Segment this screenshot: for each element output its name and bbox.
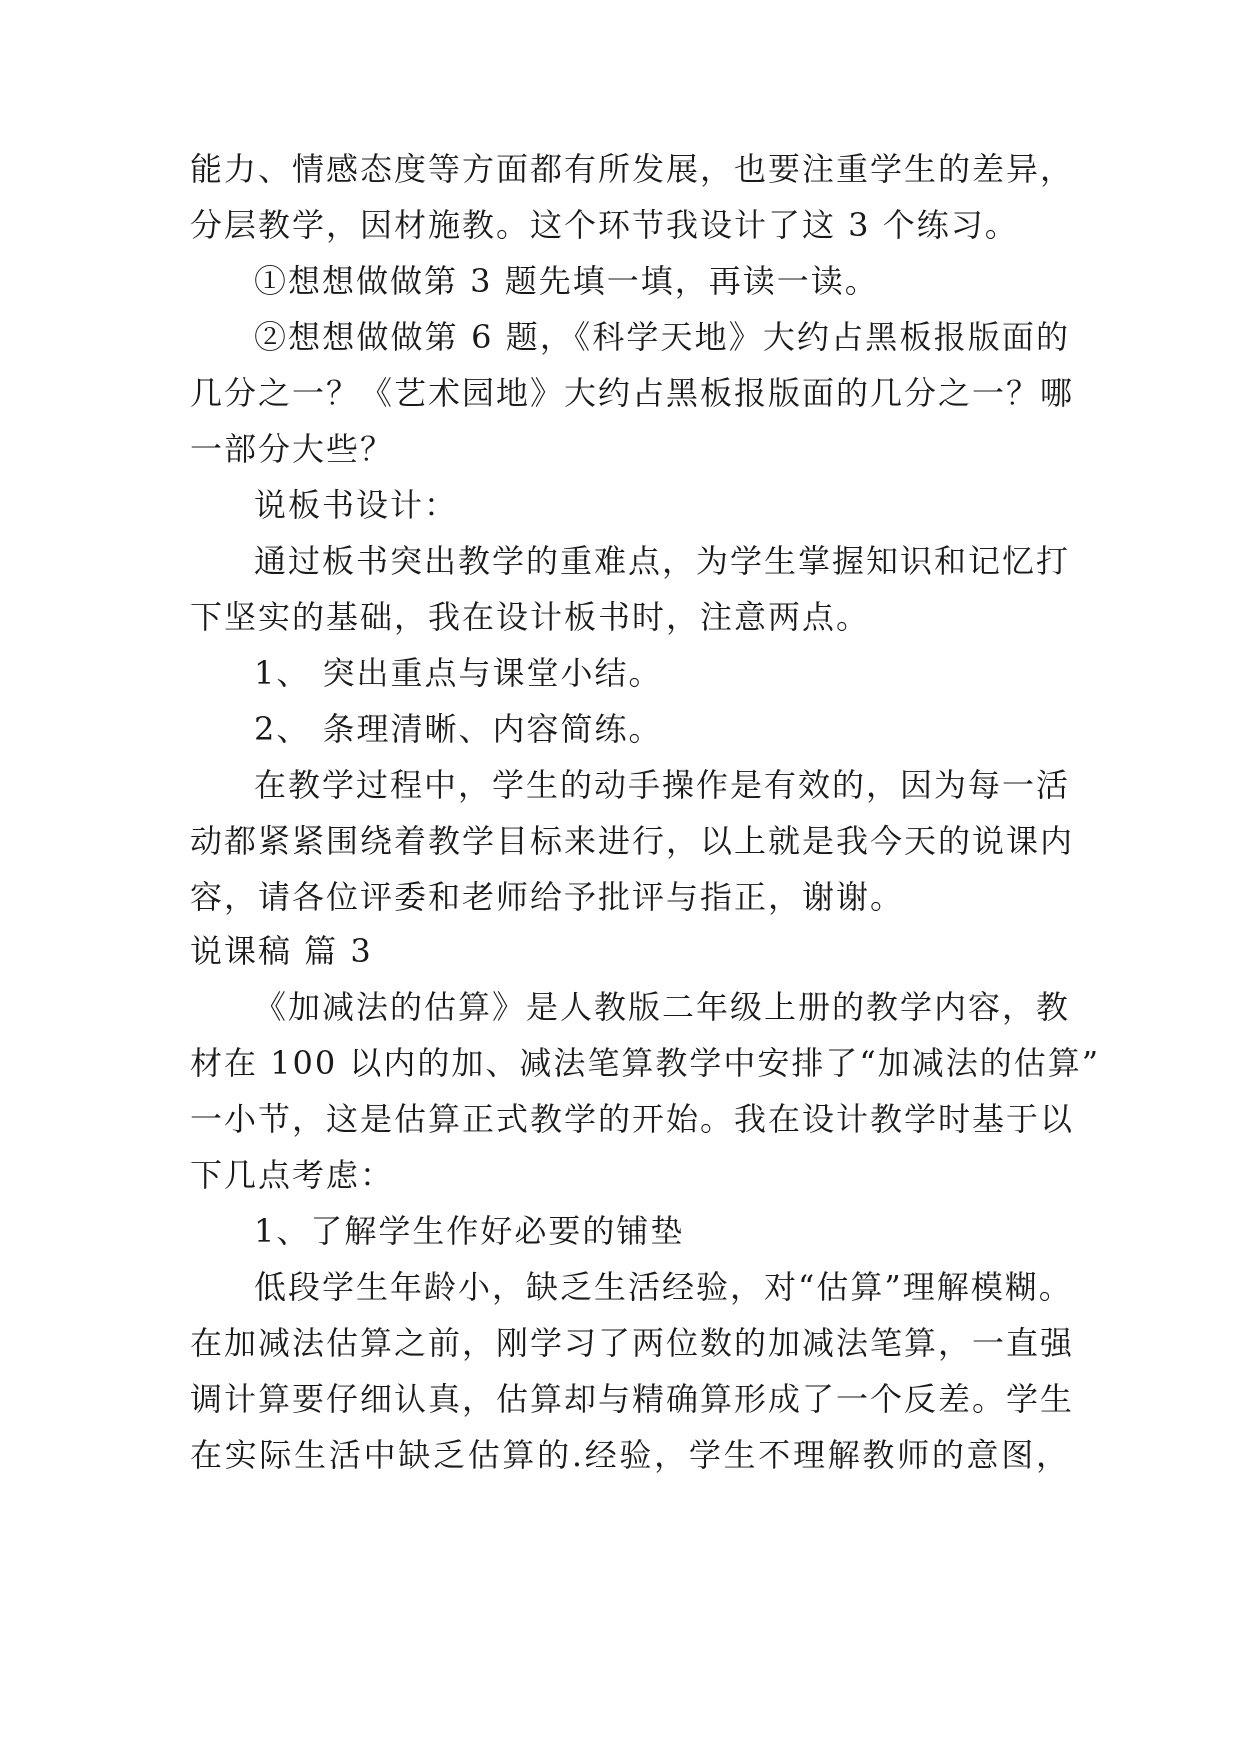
list-item: 2、 条理清晰、内容简练。 [254,710,663,748]
exercise-item: ②想想做做第 6 题，《科学天地》大约占黑板报版面的 [254,318,1070,356]
paragraph-line: 低段学生年龄小，缺乏生活经验，对“估算”理解模糊。 [254,1268,1073,1306]
paragraph-line: 一小节，这是估算正式教学的开始。我在设计教学时基于以 [190,1100,1075,1138]
section-heading: 说板书设计： [254,486,459,524]
paragraph-line: 通过板书突出教学的重难点，为学生掌握知识和记忆打 [254,542,1071,580]
paragraph-line: 几分之一？《艺术园地》大约占黑板报版面的几分之一？哪 [190,374,1075,412]
paragraph-line: 能力、情感态度等方面都有所发展，也要注重学生的差异， [190,150,1075,188]
paragraph-line: 在实际生活中缺乏估算的.经验，学生不理解教师的意图， [190,1436,1070,1474]
paragraph-line: 动都紧紧围绕着教学目标来进行，以上就是我今天的说课内 [190,822,1075,860]
paragraph-line: 《加减法的估算》是人教版二年级上册的教学内容，教 [254,988,1071,1026]
paragraph-line: 分层教学，因材施教。这个环节我设计了这 3 个练习。 [190,206,1019,244]
list-item: 1、 突出重点与课堂小结。 [254,654,663,692]
paragraph-line: 调计算要仔细认真，估算却与精确算形成了一个反差。学生 [190,1380,1075,1418]
paragraph-line: 下几点考虑： [190,1156,395,1194]
paragraph-line: 在教学过程中，学生的动手操作是有效的，因为每一活 [254,766,1071,804]
paragraph-line: 下坚实的基础，我在设计板书时，注意两点。 [190,598,871,636]
paragraph-line: 容，请各位评委和老师给予批评与指正，谢谢。 [190,878,905,916]
subsection-heading: 1、了解学生作好必要的铺垫 [254,1212,685,1250]
paragraph-line: 材在 100 以内的加、减法笔算教学中安排了“加减法的估算” [190,1044,1101,1082]
exercise-item: ①想想做做第 3 题先填一填，再读一读。 [254,262,879,300]
section-title: 说课稿 篇 3 [190,932,373,970]
paragraph-line: 一部分大些？ [190,430,395,468]
paragraph-line: 在加减法估算之前，刚学习了两位数的加减法笔算，一直强 [190,1324,1075,1362]
